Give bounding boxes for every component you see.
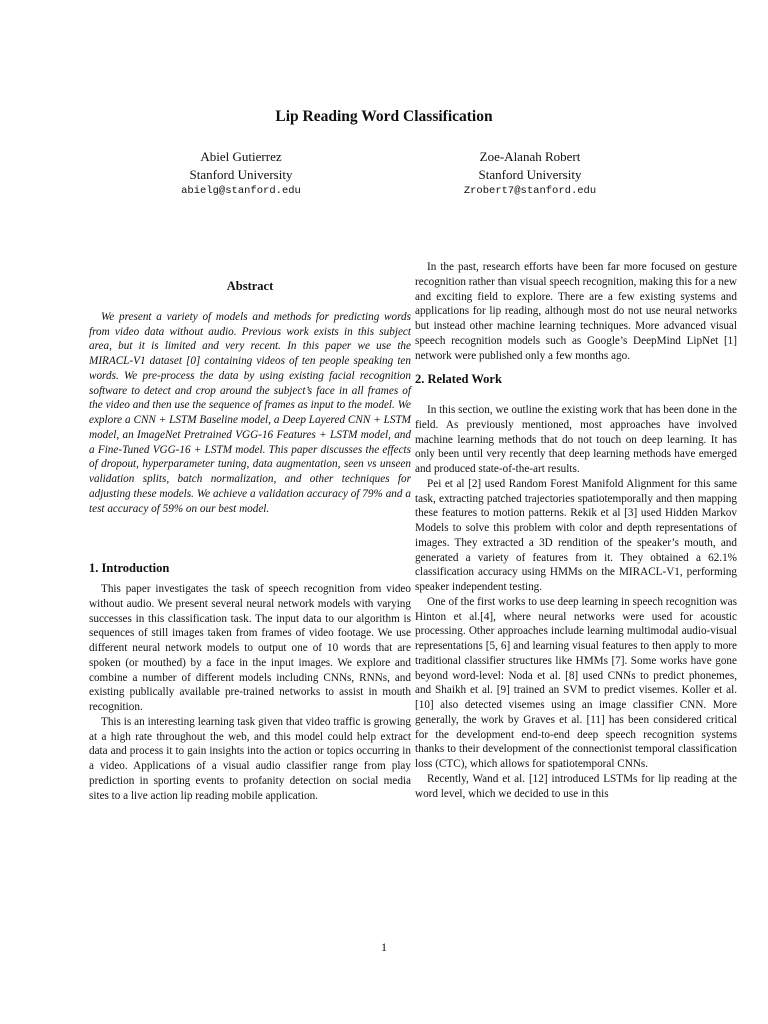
- author-name: Zoe-Alanah Robert: [479, 149, 581, 164]
- abstract-text: We present a variety of models and methods for predicting words from video data without audio. Previous work exists in this subject area, but it is limited and very recent. In this paper we use the MIRACL-V1 dataset [0] containing videos of ten people speaking ten words. We pre-process the data by using existing facial recognition software to detect and crop around the subject’s face in all frames of the video and then use the sequence of frames as input to the model. We explore a CNN + LSTM Baseline model, a Deep Layered CNN + LSTM model, an ImageNet Pretrained VGG-16 Features + LSTM model, and a Fine-Tuned VGG-16 + LSTM model. This paper discusses the effects of dropout, hyperparameter tuning, data augmentation, seen vs unseen validation splits, batch normalization, and other techniques for adjusting these models. We achieve a validation accuracy of 79% and a test accuracy of 59% on our best model.: [89, 310, 411, 515]
- right-column: [415, 260, 737, 801]
- paragraph: This paper investigates the task of speech recognition from video without audio. We present several neural network models with varying successes in this classification task. The input data to our algorithm is sequences of still images taken from frames of video footage. We use different neural network models to output one of 10 words that are spoken (or mouthed) by a face in the input images. We explore and combine a number of different models including CNNs, RNNs, and existing publically available pre-trained networks to assist in mouth recognition.: [89, 583, 411, 713]
- section-heading-related-work: 2. Related Work: [415, 372, 502, 387]
- abstract-heading: Abstract: [226, 279, 274, 293]
- paragraph: In this section, we outline the existing work that has been done in the field. As previously mentioned, most approaches have involved machine learning methods that do not touch on deep learning. It has only been until very recently that deep learning methods have emerged and produced state-of-the-art results.: [415, 404, 737, 475]
- paper-title: Lip Reading Word Classification: [275, 108, 493, 125]
- author-email: abielg@stanford.edu: [181, 185, 301, 197]
- author-name: Abiel Gutierrez: [200, 149, 282, 164]
- author-email: Zrobert7@stanford.edu: [463, 185, 597, 197]
- left-column: [89, 260, 411, 803]
- author-block: [121, 148, 361, 198]
- author-affiliation: Stanford University: [478, 167, 582, 182]
- author-block: [410, 148, 650, 198]
- paragraph: One of the first works to use deep learning in speech recognition was Hinton et al.[4], where neural networks were used for acoustic processing. Other approaches include learning multimodal audio-visual representations [5, 6] and learning visual features to then apply to more traditional classifier structures like HMMs [7]. Some works have gone beyond word-level: Noda et al. [8] used CNNs to predict phonemes, and Shaikh et al. [9] trained an SVM to predict visemes. Koller et al. [10] also detected visemes using an image classifier CNN. More generally, the work by Graves et al. [11] has been considered critical for the development end-to-end deep speech recognition systems thanks to their development of the connectionist temporal classification loss (CTC), which allows for spatiotemporal CNNs.: [415, 595, 737, 770]
- page-number: 1: [381, 940, 387, 954]
- paragraph: Recently, Wand et al. [12] introduced LSTMs for lip reading at the word level, which we decided to use in this: [415, 772, 737, 800]
- paragraph: In the past, research efforts have been far more focused on gesture recognition rather than visual speech recognition, making this for a new and exciting field to explore. There are a few existing systems and applications for lip reading, although most do not use neural networks but instead other machine learning techniques. More advanced visual speech recognition models such as Google’s DeepMind LipNet [1] network were published only a few months ago.: [415, 261, 737, 362]
- author-affiliation: Stanford University: [189, 167, 293, 182]
- paragraph: Pei et al [2] used Random Forest Manifold Alignment for this same task, extracting patched trajectories spatiotemporally and then mapping these features to motion patterns. Rekik et al [3] used Hidden Markov Models to solve this problem with color and depth representations of images. They extracted a 3D rendition of the speaker’s mouth, and generated a variety of features from it. They obtained a 62.1% classification accuracy using HMMs on the MIRACL-V1, performing speaker independent testing.: [415, 477, 737, 593]
- paragraph: This is an interesting learning task given that video traffic is growing at a high rate throughout the web, and this model could help extract data and process it to gain insights into the action or topics occurring in a video. Applications of a visual audio classifier range from play prediction in sporting events to profanity detection on social media sites to a live action lip reading mobile application.: [89, 715, 411, 802]
- section-heading-introduction: 1. Introduction: [89, 561, 170, 576]
